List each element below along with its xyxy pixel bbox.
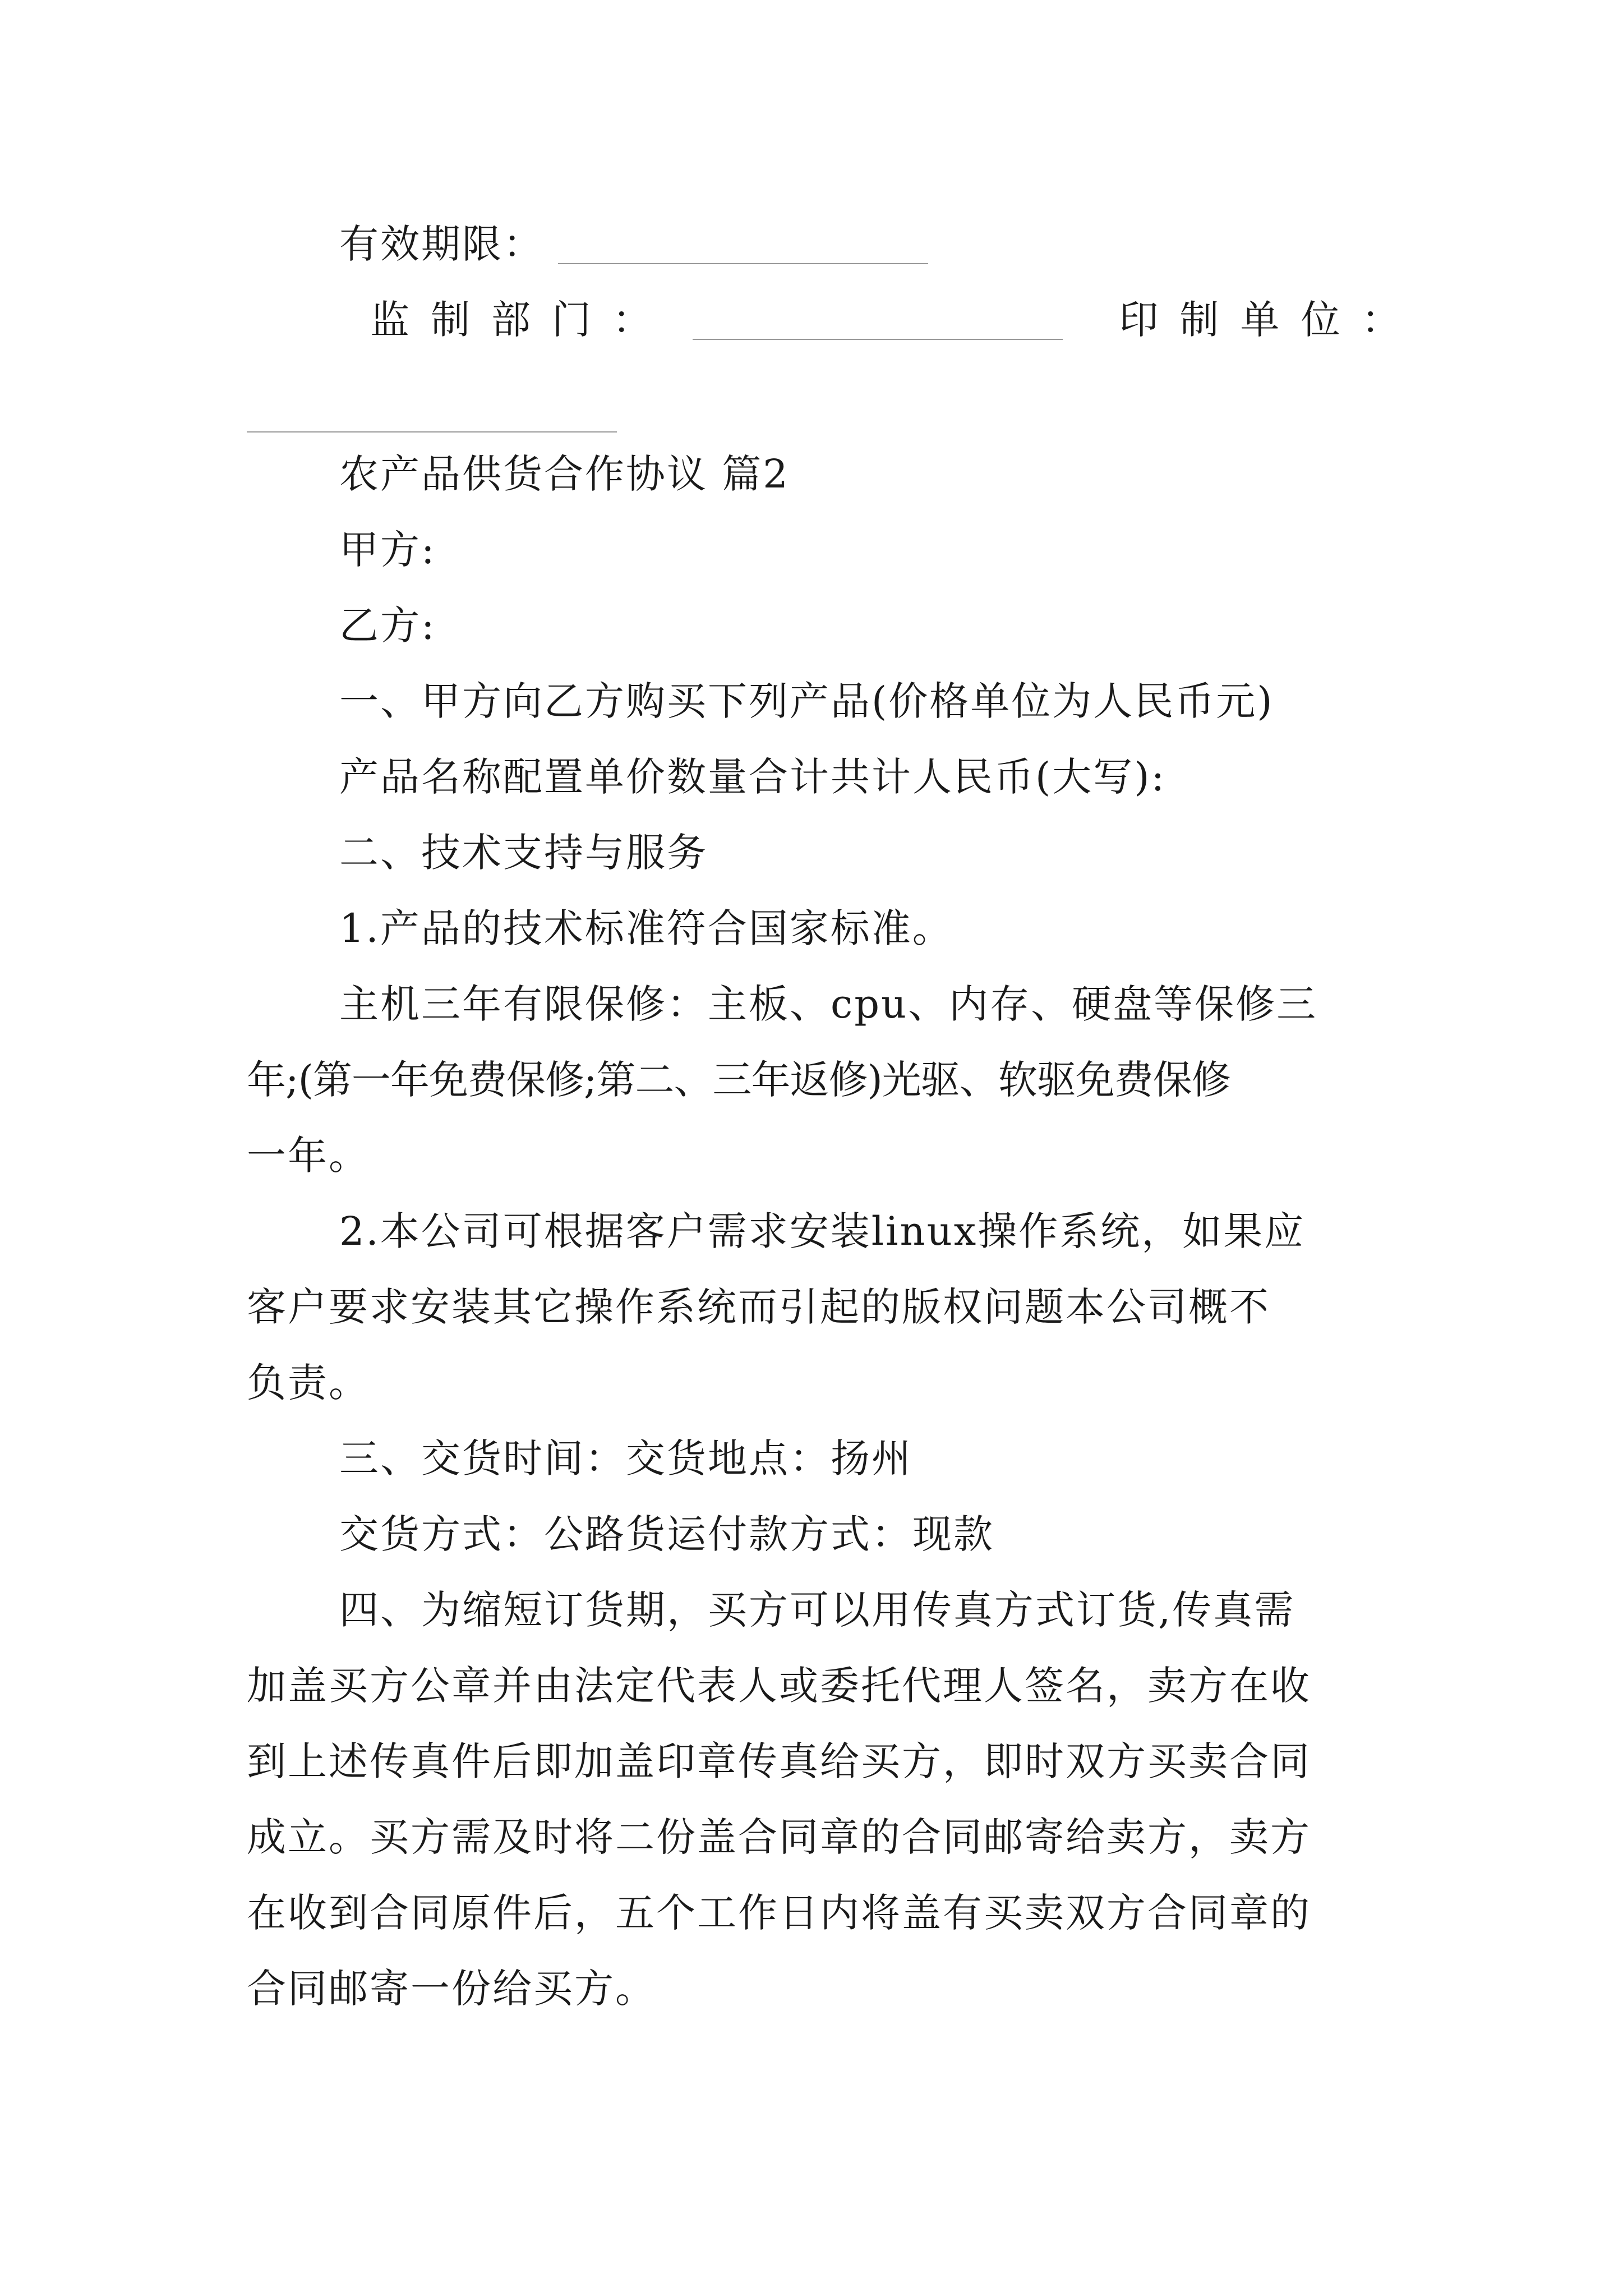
printer-blank [247,431,617,432]
warranty-line: 年;(第一年免费保修;第二、三年返修)光驱、软驱免费保修 [247,1057,1230,1103]
supervisor-label: 监制部门： [370,297,673,343]
section-4-line: 在收到合同原件后，五个工作日内将盖有买卖双方合同章的 [247,1890,1311,1936]
delivery-method: 交货方式：公路货运付款方式：现款 [339,1511,994,1557]
agreement-title: 农产品供货合作协议 篇2 [339,451,790,497]
section-4-line: 合同邮寄一份给买方。 [247,1966,656,2012]
section-4-line: 到上述传真件后即加盖印章传真给买方，即时双方买卖合同 [247,1738,1311,1784]
item-2-line: 客户要求安装其它操作系统而引起的版权问题本公司概不 [247,1284,1270,1330]
item-2-line: 2.本公司可根据客户需求安装linux操作系统，如果应 [339,1208,1306,1254]
section-4-line: 四、为缩短订货期，买方可以用传真方式订货,传真需 [339,1587,1295,1633]
section-1: 一、甲方向乙方购买下列产品(价格单位为人民币元) [339,678,1274,724]
item-2-line: 负责。 [247,1360,370,1406]
printer-label: 印制单位： [1119,297,1422,343]
item-1: 1.产品的技术标准符合国家标准。 [339,905,953,951]
printer-blank-line [0,393,1623,432]
product-line: 产品名称配置单价数量合计共计人民币(大写): [339,754,1166,800]
warranty-line: 主机三年有限保修：主板、cpu、内存、硬盘等保修三 [339,981,1318,1027]
section-2: 二、技术支持与服务 [339,830,708,876]
validity-label: 有效期限： [339,221,544,267]
section-4-line: 加盖买方公章并由法定代表人或委托代理人签名，卖方在收 [247,1663,1311,1709]
warranty-line: 一年。 [247,1133,370,1179]
section-3: 三、交货时间：交货地点：扬州 [339,1435,912,1481]
section-4-line: 成立。买方需及时将二份盖合同章的合同邮寄给卖方，卖方 [247,1814,1311,1860]
party-a: 甲方: [339,527,436,573]
supervisor-line [0,297,1623,343]
validity-blank [558,263,928,264]
party-b: 乙方: [339,602,436,648]
validity-line [0,221,1623,267]
supervisor-blank [693,339,1063,340]
